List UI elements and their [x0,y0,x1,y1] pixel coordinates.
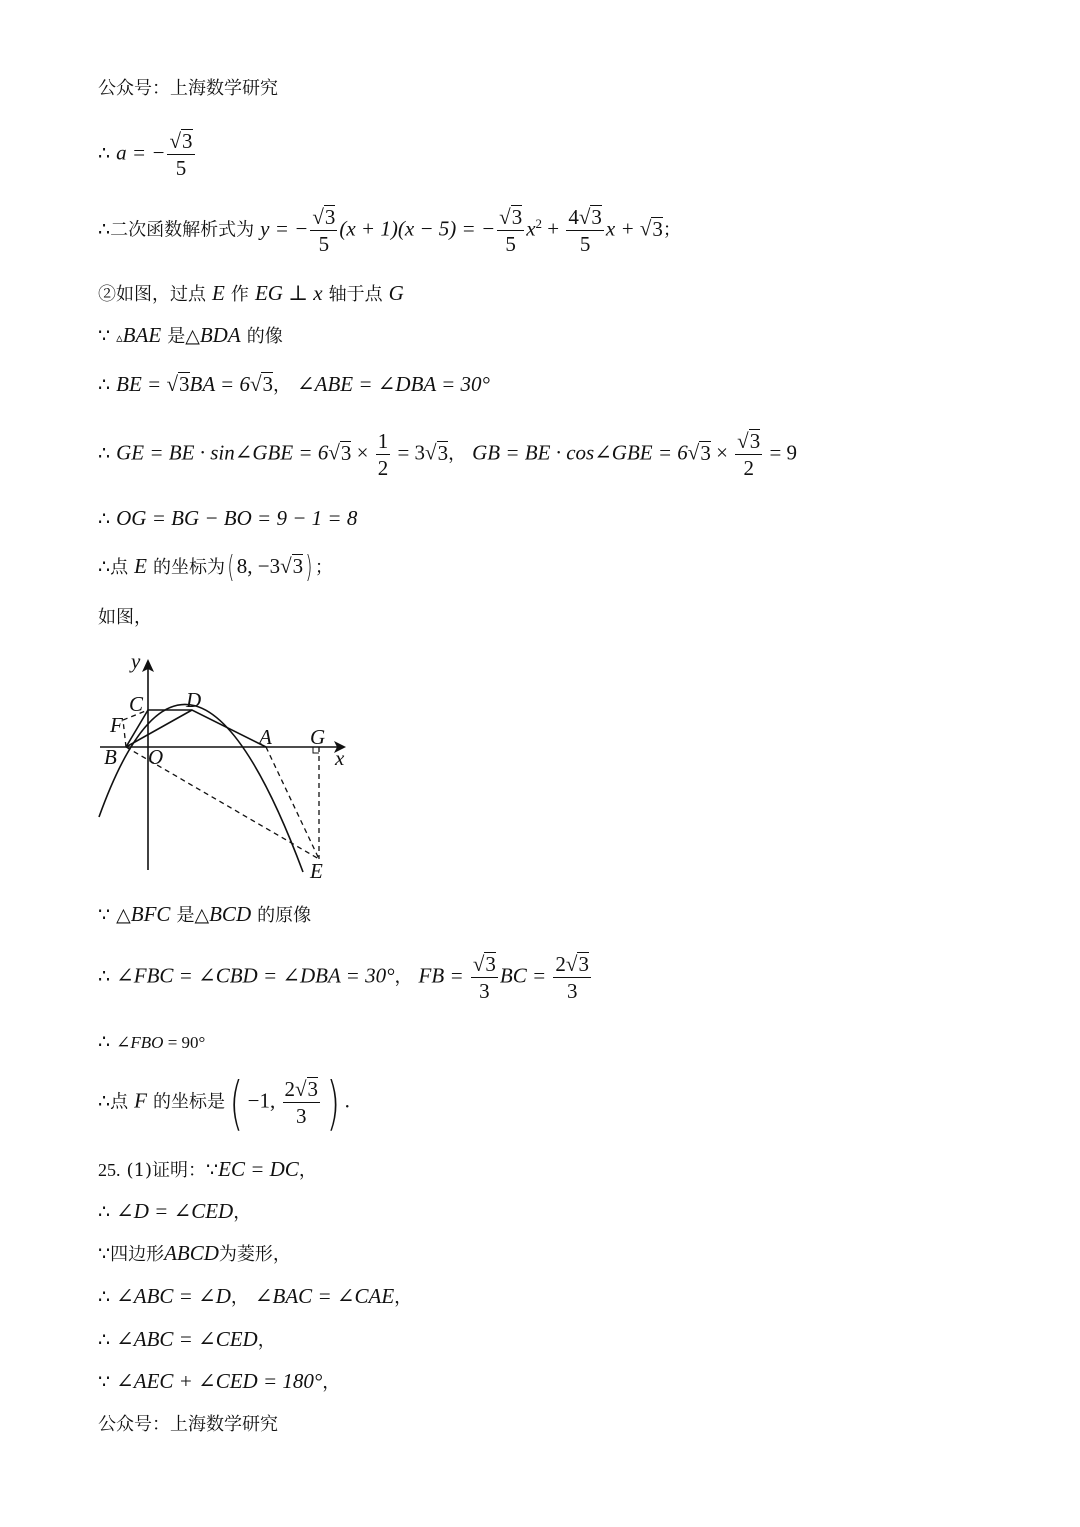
line-og: ∴ OG = BG − BO = 9 − 1 = 8 [98,506,358,530]
segments-b-c-d-a [126,710,266,747]
label-g: G [310,725,326,749]
line-construct-eg: ②如图，过点 E 作 EG ⊥ x 轴于点 G [98,281,404,305]
line-f-coordinate: ∴点 F 的坐标是( −1, $\frac{2√3}{3}$ ) . [98,1068,350,1137]
header-watermark: 公众号：上海数学研究 [98,78,278,99]
label-x: x [335,746,345,770]
line-fbo: ∴ ∠FBO = 90° [98,1031,206,1053]
line-fbc-angle: ∴ ∠FBC = ∠CBD = ∠DBA = 30°， FB = $\frac{√3}{3}$ BC = $\frac{2√3}{3}$ [98,952,589,1003]
label-o: O [148,745,164,769]
line-bfc-preimage: ∵ △BFC 是△BCD 的原像 [98,902,312,926]
label-a: A [259,725,272,749]
line-bae-image: ∵ ▵BAE 是△BDA 的像 [98,323,283,347]
label-b: B [104,745,117,769]
line-a-value: ∴ a = − $\frac{√3}{5}$ [98,129,193,180]
line-angle-d: ∴ ∠D = ∠CED， [98,1199,252,1223]
line-as-figure: 如图， [98,607,152,628]
line-rhombus: ∵四边形ABCD为菱形， [98,1241,291,1265]
label-c: C [129,692,144,716]
line-abc-bac: ∴ ∠ABC = ∠D， ∠BAC = ∠CAE， [98,1284,413,1308]
label-d: D [186,688,202,712]
line-abc-ced: ∴ ∠ABC = ∠CED， [98,1327,276,1351]
line-aec-ced: ∵ ∠AEC + ∠CED = 180°， [98,1369,341,1393]
line-ge-gb: ∴ GE = BE · sin∠GBE = 6√3 × $\frac{1}{2}$ = 3√3， GB = BE · cos∠GBE = 6√3 × $\frac{√3}{2}$ = 9 [98,429,798,480]
label-y: y [131,650,141,673]
line-problem-25: 25. (1)证明：∵EC = DC， [98,1157,317,1181]
line-quadratic: ∴二次函数解析式为 y = − $\frac{√3}{5}$ (x + 1)(x − 5) = − $\frac{√3}{5}$ $x^2$ + $\frac{4√3}{5}$ x + √3； [98,205,681,256]
line-be-length: ∴ BE = √3BA = 6√3， ∠ABE = ∠DBA = 30° [98,372,490,396]
label-f: F [110,713,123,737]
label-e: E [310,859,323,882]
parabola-curve [99,704,303,872]
line-e-coordinate: ∴点 E 的坐标为( 8, −3√3) ； [98,550,333,585]
footer-watermark: 公众号：上海数学研究 [98,1414,278,1435]
parabola-figure [96,650,356,882]
